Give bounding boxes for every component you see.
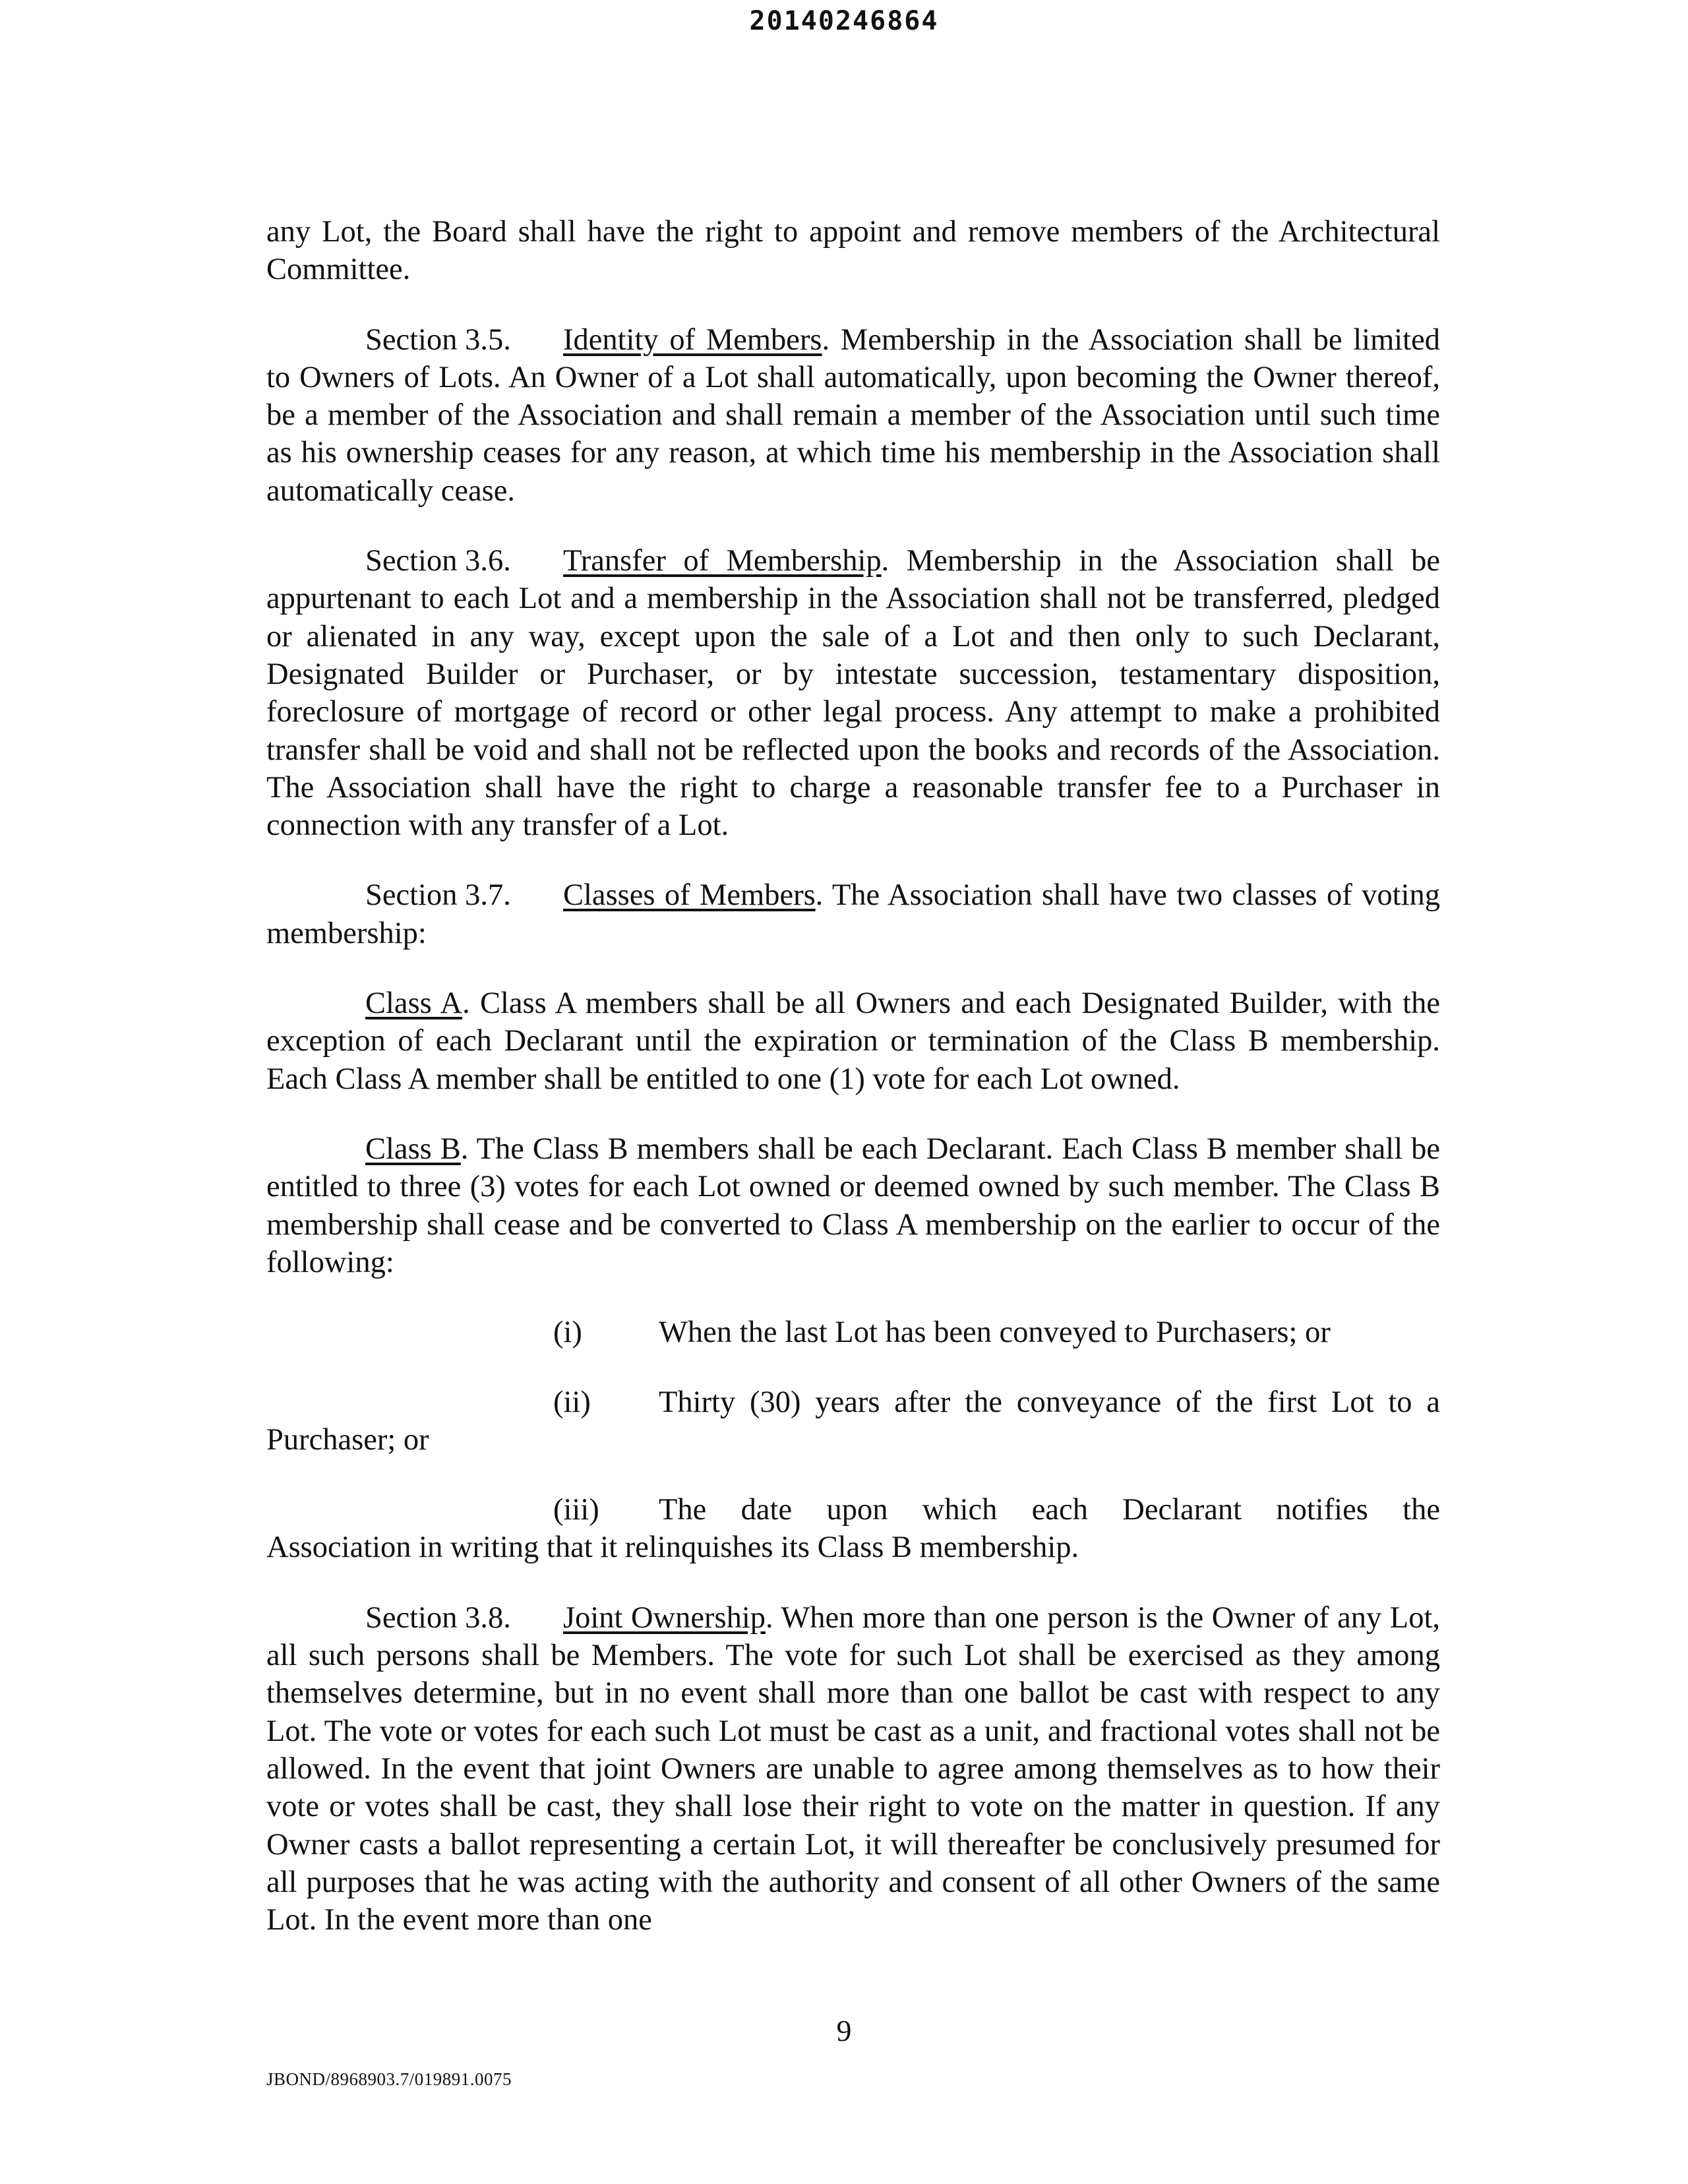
section-title: Identity of Members — [563, 322, 822, 357]
section-3-6 — [266, 542, 1440, 844]
section-title: Classes of Members — [563, 878, 816, 913]
section-3-5 — [266, 321, 1440, 510]
list-item — [266, 1491, 1440, 1567]
section-title: Joint Ownership — [563, 1600, 766, 1635]
section-number: Section 3.5. — [365, 322, 511, 357]
intro-paragraph: any Lot, the Board shall have the right to appoint and remove members of the Architectural Committee. — [266, 215, 1440, 287]
list-item-number: (iii) — [553, 1493, 599, 1527]
list-item-number: (i) — [553, 1316, 582, 1350]
class-b-paragraph — [266, 1130, 1440, 1281]
list-item — [266, 1314, 1440, 1351]
section-number: Section 3.7. — [365, 878, 511, 913]
class-title: Class B — [365, 1132, 461, 1166]
list-item-number: (ii) — [553, 1385, 591, 1420]
list-item — [266, 1383, 1440, 1459]
section-text: . Membership in the Association shall be appurtenant to each Lot and a membership in the Association shall not be transferred, pledged or alienated in any way, except upon the sale of a Lot and then only to such Declarant, Designated Builder or Purchaser, or by intestate succession, testamentary disposition, foreclosure of mortgage of record or other legal process. Any attempt to make a prohibited transfer shall be void and shall not be reflected upon the books and records of the Association. The Association shall have the right to charge a reasonable transfer fee to a Purchaser in connection with any transfer of a Lot. — [266, 544, 1440, 843]
list-item-text: Thirty (30) years after the conveyance of the first Lot to a — [659, 1385, 1440, 1420]
class-text: . The Class B members shall be each Declarant. Each Class B member shall be entitled to three (3) votes for each Lot owned or deemed owned by such member. The Class B membership shall cease and be converted to Class A membership on the earlier to occur of the following: — [266, 1132, 1441, 1279]
section-number: Section 3.6. — [365, 544, 511, 578]
section-3-7 — [266, 876, 1440, 952]
section-text: . The Association shall have two classes of voting membership: — [266, 878, 1441, 950]
section-3-8 — [266, 1599, 1440, 1939]
page-body — [266, 213, 1440, 1971]
section-text: . When more than one person is the Owner of any Lot, all such persons shall be Members. The vote for such Lot shall be exercised as they among themselves determine, but in no event shall more than one ballot be cast with respect to any Lot. The vote or votes for each such Lot must be cast as a unit, and fractional votes shall not be allowed. In the event that joint Owners are unable to agree among themselves as to how their vote or votes shall be cast, they shall lose their right to vote on the matter in question. If any Owner casts a ballot representing a certain Lot, it will thereafter be conclusively presumed for all purposes that he was acting with the authority and consent of all other Owners of the same Lot. In the event more than one — [266, 1600, 1440, 1937]
class-title: Class A — [365, 986, 463, 1021]
section-number: Section 3.8. — [365, 1600, 511, 1635]
list-item-continuation: Association in writing that it relinquishes its Class B membership. — [266, 1531, 1079, 1565]
section-title: Transfer of Membership — [563, 544, 882, 578]
class-text: . Class A members shall be all Owners and each Designated Builder, with the exception of each Declarant until the expiration or termination of the Class B membership. Each Class A member shall be entitled to one (1) vote for each Lot owned. — [266, 986, 1440, 1096]
class-a-paragraph — [266, 985, 1440, 1098]
document-id: JBOND/8968903.7/019891.0075 — [266, 2069, 512, 2089]
section-text: . Membership in the Association shall be limited to Owners of Lots. An Owner of a Lot shall automatically, upon becoming the Owner thereof, be a member of the Association and shall remain a member of the Association until such time as his ownership ceases for any reason, at which time his membership in the Association shall automatically cease. — [266, 322, 1440, 508]
list-item-continuation: Purchaser; or — [266, 1423, 429, 1457]
list-item-text: The date upon which each Declarant notifies the — [659, 1493, 1440, 1527]
page-number: 9 — [836, 2014, 852, 2048]
document-number: 20140246864 — [749, 6, 939, 36]
list-item-text: When the last Lot has been conveyed to Purchasers; or — [659, 1316, 1331, 1350]
